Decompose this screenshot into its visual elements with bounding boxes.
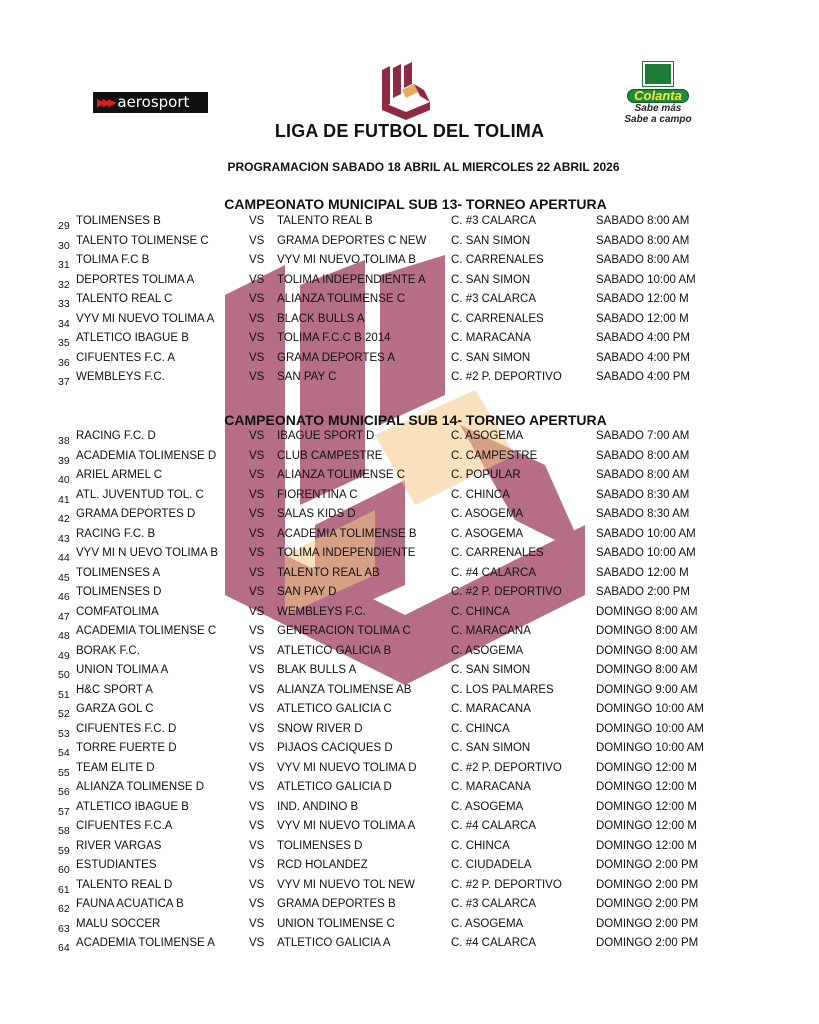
match-number: 30 [58, 239, 70, 252]
match-time: DOMINGO 2:00 PM [596, 878, 699, 891]
venue: C. ASOGEMA [451, 917, 524, 930]
match-time: DOMINGO 12:00 M [596, 839, 697, 852]
match-number: 51 [58, 688, 70, 701]
match-row [0, 723, 819, 743]
match-number: 47 [58, 610, 70, 623]
vs-label: VS [249, 839, 265, 852]
match-list-sub14 [0, 430, 819, 957]
match-row [0, 274, 819, 294]
match-number: 42 [58, 513, 70, 525]
match-time: SABADO 7:00 AM [596, 430, 690, 442]
away-team: WEMBLEYS F.C. [277, 605, 366, 618]
vs-label: VS [249, 703, 265, 715]
home-team: CIFUENTES F.C. A [76, 351, 176, 364]
match-number: 57 [58, 805, 70, 818]
vs-label: VS [249, 586, 265, 598]
match-number: 35 [58, 337, 70, 349]
match-time: SABADO 10:00 AM [596, 527, 696, 540]
match-time: SABADO 4:00 PM [596, 371, 690, 383]
vs-label: VS [249, 508, 265, 520]
vs-label: VS [249, 430, 265, 442]
home-team: TOLIMENSES B [76, 215, 161, 227]
match-time: DOMINGO 10:00 AM [596, 722, 705, 735]
match-time: SABADO 8:00 AM [596, 449, 690, 462]
venue: C. CARRENALES [451, 254, 544, 266]
match-number: 53 [58, 727, 70, 740]
home-team: ESTUDIANTES [76, 859, 157, 871]
vs-label: VS [249, 527, 265, 540]
match-time: SABADO 4:00 PM [596, 332, 690, 344]
vs-label: VS [249, 215, 265, 227]
match-number: 44 [58, 552, 70, 564]
home-team: ARIEL ARMEL C [76, 469, 163, 481]
venue: C. SAN SIMON [451, 234, 531, 247]
vs-label: VS [249, 293, 265, 305]
match-time: DOMINGO 8:00 AM [596, 625, 698, 637]
away-team: ALIANZA TOLIMENSE C [277, 293, 406, 305]
vs-label: VS [249, 625, 265, 637]
match-time: DOMINGO 2:00 PM [596, 859, 699, 871]
page-title: LIGA DE FUTBOL DEL TOLIMA [274, 121, 545, 141]
match-number: 45 [58, 571, 70, 584]
home-team: TALENTO TOLIMENSE C [76, 234, 209, 247]
home-team: ACADEMIA TOLIMENSE A [76, 937, 215, 949]
vs-label: VS [249, 859, 265, 871]
vs-label: VS [249, 254, 265, 266]
home-team: TORRE FUERTE D [76, 742, 177, 754]
away-team: GRAMA DEPORTES C NEW [277, 234, 427, 247]
home-team: TALENTO REAL D [76, 878, 173, 891]
venue: C. CAMPESTRE [451, 449, 538, 462]
away-team: ALIANZA TOLIMENSE C [277, 469, 406, 481]
match-time: DOMINGO 8:00 AM [596, 644, 698, 657]
colanta-brand: Colanta [627, 89, 689, 103]
match-row [0, 859, 819, 879]
match-time: SABADO 2:00 PM [596, 586, 690, 598]
match-row [0, 606, 819, 626]
match-time: DOMINGO 8:00 AM [596, 664, 698, 676]
venue: C. ASOGEMA [451, 800, 524, 813]
away-team: VYV MI NUEVO TOLIMA D [277, 761, 417, 774]
away-team: ATLETICO GALICIA A [277, 937, 391, 949]
venue: C. SAN SIMON [451, 664, 531, 676]
home-team: RIVER VARGAS [76, 839, 162, 852]
away-team: TOLIMENSES D [277, 839, 363, 852]
match-row [0, 313, 819, 333]
match-row [0, 235, 819, 255]
venue: C. LOS PALMARES [451, 683, 554, 696]
venue: C. CHINCA [451, 605, 510, 618]
vs-label: VS [249, 761, 265, 774]
home-team: RACING F.C. D [76, 430, 156, 442]
match-number: 48 [58, 630, 70, 642]
match-time: DOMINGO 8:00 AM [596, 605, 698, 618]
vs-label: VS [249, 644, 265, 657]
match-number: 31 [58, 259, 70, 271]
vs-label: VS [249, 273, 265, 286]
match-number: 63 [58, 922, 70, 935]
home-team: VYV MI N UEVO TOLIMA B [76, 547, 219, 559]
home-team: FAUNA ACUATICA B [76, 898, 184, 910]
vs-label: VS [249, 332, 265, 344]
match-time: SABADO 4:00 PM [596, 351, 690, 364]
home-team: CIFUENTES F.C.A [76, 820, 173, 832]
match-number: 50 [58, 669, 70, 681]
venue: C. MARACANA [451, 781, 531, 793]
match-number: 33 [58, 298, 70, 310]
venue: C. #4 CALARCA [451, 820, 537, 832]
vs-label: VS [249, 722, 265, 735]
away-team: CLUB CAMPESTRE [277, 449, 383, 462]
vs-label: VS [249, 547, 265, 559]
match-row [0, 664, 819, 684]
match-row [0, 547, 819, 567]
vs-label: VS [249, 371, 265, 383]
venue: C. POPULAR [451, 469, 521, 481]
venue: C. CARRENALES [451, 547, 544, 559]
match-row [0, 781, 819, 801]
away-team: GRAMA DEPORTES A [277, 351, 396, 364]
match-row [0, 215, 819, 235]
away-team: ACADEMIA TOLIMENSE B [277, 527, 417, 540]
match-number: 29 [58, 220, 70, 232]
home-team: TOLIMA F.C B [76, 254, 150, 266]
home-team: GRAMA DEPORTES D [76, 508, 196, 520]
vs-label: VS [249, 683, 265, 696]
match-time: SABADO 12:00 M [596, 293, 689, 305]
match-number: 43 [58, 532, 70, 545]
match-row [0, 625, 819, 645]
match-number: 49 [58, 649, 70, 662]
match-number: 36 [58, 356, 70, 369]
match-time: SABADO 8:30 AM [596, 488, 690, 501]
match-number: 40 [58, 474, 70, 486]
match-number: 32 [58, 278, 70, 291]
away-team: TALENTO REAL AB [277, 566, 380, 579]
match-row [0, 879, 819, 899]
venue: C. #4 CALARCA [451, 566, 537, 579]
away-team: TOLIMA INDEPENDIENTE A [277, 273, 426, 286]
venue: C. ASOGEMA [451, 527, 524, 540]
venue: C. #2 P. DEPORTIVO [451, 761, 562, 774]
home-team: VYV MI NUEVO TOLIMA A [76, 312, 215, 325]
match-time: SABADO 10:00 AM [596, 547, 696, 559]
home-team: ATLETICO IBAGUE B [76, 800, 189, 813]
match-number: 39 [58, 454, 70, 467]
aerosport-logo [93, 92, 208, 113]
venue: C. CARRENALES [451, 312, 544, 325]
match-row [0, 703, 819, 723]
match-number: 34 [58, 317, 70, 330]
match-time: SABADO 8:00 AM [596, 234, 690, 247]
vs-label: VS [249, 449, 265, 462]
match-number: 37 [58, 376, 70, 388]
match-row [0, 528, 819, 548]
away-team: SNOW RIVER D [277, 722, 363, 735]
venue: C. ASOGEMA [451, 430, 524, 442]
venue: C. SAN SIMON [451, 742, 531, 754]
away-team: BLAK BULLS A [277, 664, 357, 676]
venue: C. #4 CALARCA [451, 937, 537, 949]
home-team: CIFUENTES F.C. D [76, 722, 177, 735]
match-row [0, 586, 819, 606]
venue: C. CHINCA [451, 839, 510, 852]
venue: C. MARACANA [451, 332, 531, 344]
away-team: IBAGUE SPORT D [277, 430, 375, 442]
match-row [0, 430, 819, 450]
home-team: MALU SOCCER [76, 917, 161, 930]
match-row [0, 567, 819, 587]
vs-label: VS [249, 898, 265, 910]
home-team: ALIANZA TOLIMENSE D [76, 781, 205, 793]
aerosport-label: aerosport [117, 93, 190, 111]
home-team: TOLIMENSES D [76, 586, 162, 598]
home-team: H&C SPORT A [76, 683, 153, 696]
match-time: DOMINGO 12:00 M [596, 820, 697, 832]
away-team: TOLIMA INDEPENDIENTE [277, 547, 416, 559]
match-row [0, 645, 819, 665]
venue: C. CHINCA [451, 488, 510, 501]
match-time: DOMINGO 10:00 AM [596, 703, 705, 715]
match-row [0, 762, 819, 782]
away-team: RCD HOLANDEZ [277, 859, 368, 871]
vs-label: VS [249, 937, 265, 949]
venue: C. #3 CALARCA [451, 215, 537, 227]
home-team: ATL. JUVENTUD TOL. C [76, 488, 204, 501]
venue: C. SAN SIMON [451, 273, 531, 286]
match-number: 59 [58, 844, 70, 857]
match-time: SABADO 8:30 AM [596, 508, 690, 520]
schedule-dates: PROGRAMACION SABADO 18 ABRIL AL MIERCOLES 22 ABRIL 2026 [227, 160, 620, 174]
match-row [0, 684, 819, 704]
match-list-sub13 [0, 215, 819, 391]
match-row [0, 489, 819, 509]
match-row [0, 332, 819, 352]
venue: C. MARACANA [451, 625, 531, 637]
vs-label: VS [249, 605, 265, 618]
match-time: DOMINGO 2:00 PM [596, 937, 699, 949]
match-number: 60 [58, 864, 70, 876]
match-row [0, 450, 819, 470]
vs-label: VS [249, 917, 265, 930]
league-logo [380, 62, 432, 120]
away-team: UNION TOLIMENSE C [277, 917, 395, 930]
match-row [0, 508, 819, 528]
away-team: SALAS KIDS D [277, 508, 356, 520]
match-row [0, 898, 819, 918]
vs-label: VS [249, 469, 265, 481]
home-team: RACING F.C. B [76, 527, 156, 540]
match-row [0, 918, 819, 938]
away-team: ATLETICO GALICIA C [277, 703, 392, 715]
home-team: TOLIMENSES A [76, 566, 161, 579]
away-team: SAN PAY C [277, 371, 337, 383]
match-time: DOMINGO 12:00 M [596, 761, 697, 774]
match-row [0, 742, 819, 762]
match-time: SABADO 12:00 M [596, 566, 689, 579]
away-team: VYV MI NUEVO TOLIMA A [277, 820, 416, 832]
venue: C. #3 CALARCA [451, 898, 537, 910]
venue: C. #2 P. DEPORTIVO [451, 586, 562, 598]
vs-label: VS [249, 820, 265, 832]
away-team: ATLETICO GALICIA D [277, 781, 392, 793]
home-team: TEAM ELITE D [76, 761, 155, 774]
home-team: WEMBLEYS F.C. [76, 371, 165, 383]
away-team: GENERACION TOLIMA C [277, 625, 411, 637]
vs-label: VS [249, 742, 265, 754]
match-number: 52 [58, 708, 70, 720]
vs-label: VS [249, 488, 265, 501]
vs-label: VS [249, 800, 265, 813]
match-time: DOMINGO 2:00 PM [596, 917, 699, 930]
match-row [0, 820, 819, 840]
home-team: GARZA GOL C [76, 703, 154, 715]
away-team: FIORENTINA C [277, 488, 358, 501]
section-title-sub14: CAMPEONATO MUNICIPAL SUB 14- TORNEO APERTURA [224, 412, 607, 428]
match-number: 58 [58, 825, 70, 837]
match-number: 62 [58, 903, 70, 915]
match-number: 61 [58, 883, 70, 896]
match-row [0, 937, 819, 957]
home-team: COMFATOLIMA [76, 605, 159, 618]
home-team: BORAK F.C. [76, 644, 140, 657]
match-row [0, 352, 819, 372]
match-row [0, 371, 819, 391]
match-time: DOMINGO 12:00 M [596, 781, 697, 793]
bull-icon [643, 62, 673, 86]
match-number: 54 [58, 747, 70, 759]
home-team: ACADEMIA TOLIMENSE D [76, 449, 217, 462]
away-team: VYV MI NUEVO TOLIMA B [277, 254, 416, 266]
play-arrows-icon: ▶▶▶ [97, 96, 114, 109]
match-time: DOMINGO 12:00 M [596, 800, 697, 813]
match-time: SABADO 8:00 AM [596, 215, 690, 227]
colanta-slogan-2: Sabe a campo [624, 114, 692, 125]
venue: C. ASOGEMA [451, 644, 524, 657]
away-team: IND. ANDINO B [277, 800, 359, 813]
match-number: 55 [58, 766, 70, 779]
venue: C. CHINCA [451, 722, 510, 735]
away-team: PIJAOS CACIQUES D [277, 742, 393, 754]
venue: C. ASOGEMA [451, 508, 524, 520]
match-number: 56 [58, 786, 70, 798]
match-time: SABADO 8:00 AM [596, 254, 690, 266]
match-time: DOMINGO 9:00 AM [596, 683, 698, 696]
colanta-slogan-1: Sabe más [634, 103, 682, 114]
vs-label: VS [249, 566, 265, 579]
venue: C. #2 P. DEPORTIVO [451, 371, 562, 383]
match-row [0, 840, 819, 860]
match-number: 38 [58, 435, 70, 447]
venue: C. #2 P. DEPORTIVO [451, 878, 562, 891]
vs-label: VS [249, 351, 265, 364]
vs-label: VS [249, 781, 265, 793]
away-team: BLACK BULLS A [277, 312, 365, 325]
away-team: GRAMA DEPORTES B [277, 898, 396, 910]
match-row [0, 469, 819, 489]
home-team: TALENTO REAL C [76, 293, 173, 305]
away-team: TOLIMA F.C.C B 2014 [277, 332, 391, 344]
away-team: SAN PAY D [277, 586, 337, 598]
vs-label: VS [249, 664, 265, 676]
match-number: 64 [58, 942, 70, 954]
home-team: ATLETICO IBAGUE B [76, 332, 189, 344]
match-number: 46 [58, 591, 70, 603]
match-time: SABADO 10:00 AM [596, 273, 696, 286]
home-team: UNION TOLIMA A [76, 664, 169, 676]
match-number: 41 [58, 493, 70, 506]
match-time: DOMINGO 2:00 PM [596, 898, 699, 910]
venue: C. SAN SIMON [451, 351, 531, 364]
venue: C. #3 CALARCA [451, 293, 537, 305]
match-row [0, 801, 819, 821]
away-team: ALIANZA TOLIMENSE AB [277, 683, 412, 696]
vs-label: VS [249, 312, 265, 325]
venue: C. MARACANA [451, 703, 531, 715]
section-title-sub13: CAMPEONATO MUNICIPAL SUB 13- TORNEO APERTURA [224, 196, 607, 212]
match-time: DOMINGO 10:00 AM [596, 742, 705, 754]
venue: C. CIUDADELA [451, 859, 532, 871]
home-team: ACADEMIA TOLIMENSE C [76, 625, 217, 637]
vs-label: VS [249, 878, 265, 891]
match-row [0, 254, 819, 274]
match-time: SABADO 8:00 AM [596, 469, 690, 481]
away-team: VYV MI NUEVO TOL NEW [277, 878, 415, 891]
match-row [0, 293, 819, 313]
home-team: DEPORTES TOLIMA A [76, 273, 195, 286]
match-time: SABADO 12:00 M [596, 312, 689, 325]
vs-label: VS [249, 234, 265, 247]
away-team: ATLETICO GALICIA B [277, 644, 392, 657]
away-team: TALENTO REAL B [277, 215, 373, 227]
